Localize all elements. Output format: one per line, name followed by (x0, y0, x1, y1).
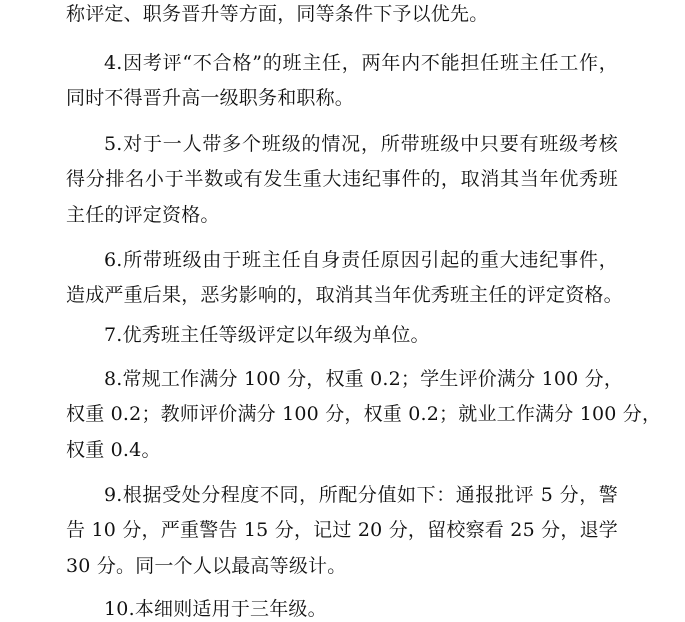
paragraph-5-line-1: 5.对于一人带多个班级的情况，所带班级中只要有班级考核 (104, 133, 618, 155)
paragraph-9-line-1: 9.根据受处分程度不同，所配分值如下：通报批评 5 分，警 (104, 484, 618, 506)
paragraph-8-line-2: 权重 0.2；教师评价满分 100 分，权重 0.2；就业工作满分 100 分， (66, 403, 662, 425)
paragraph-10-line-1: 10.本细则适用于三年级。 (104, 598, 327, 620)
paragraph-7-line-1: 7.优秀班主任等级评定以年级为单位。 (104, 324, 430, 346)
paragraph-8-line-1: 8.常规工作满分 100 分，权重 0.2；学生评价满分 100 分， (104, 368, 624, 390)
paragraph-9-line-2: 告 10 分，严重警告 15 分，记过 20 分，留校察看 25 分，退学 (66, 519, 618, 541)
paragraph-3-line-continuation: 称评定、职务晋升等方面，同等条件下予以优先。 (66, 3, 489, 25)
paragraph-4-line-2: 同时不得晋升高一级职务和职称。 (66, 87, 355, 109)
paragraph-6-line-1: 6.所带班级由于班主任自身责任原因引起的重大违纪事件， (104, 249, 618, 271)
paragraph-9-line-3: 30 分。同一个人以最高等级计。 (66, 555, 347, 577)
paragraph-4-line-1: 4.因考评“不合格”的班主任，两年内不能担任班主任工作， (104, 52, 618, 74)
paragraph-5-line-2: 得分排名小于半数或有发生重大违纪事件的，取消其当年优秀班 (66, 168, 618, 190)
paragraph-5-line-3: 主任的评定资格。 (66, 204, 220, 226)
paragraph-8-line-3: 权重 0.4。 (66, 439, 161, 461)
paragraph-6-line-2: 造成严重后果，恶劣影响的，取消其当年优秀班主任的评定资格。 (66, 284, 623, 306)
